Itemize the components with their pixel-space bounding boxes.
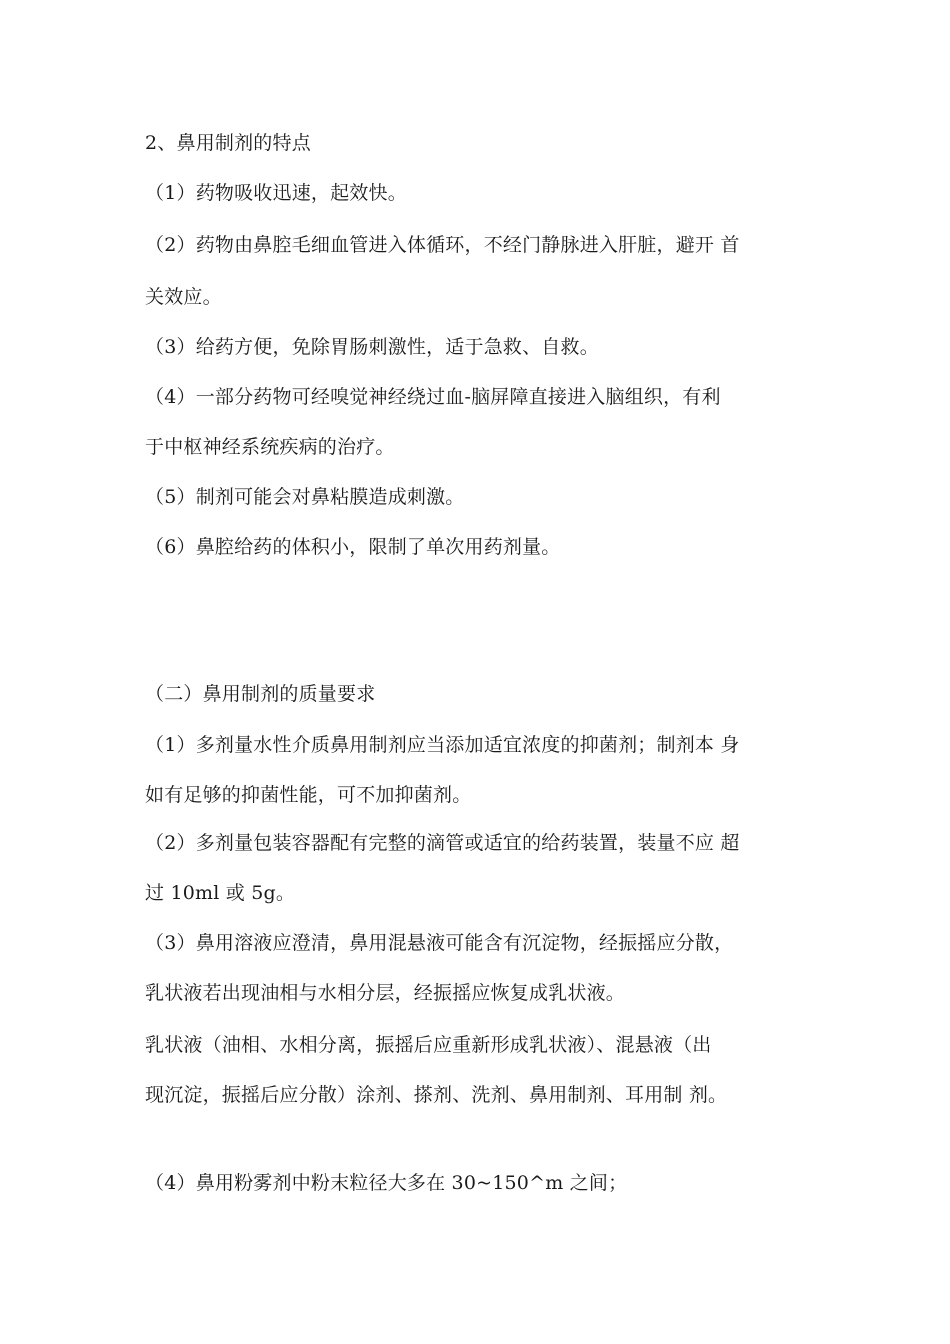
feature-line-2-continued: 关效应。 — [145, 286, 222, 308]
feature-line-6: （6）鼻腔给药的体积小，限制了单次用药剂量。 — [145, 536, 561, 558]
feature-line-4: （4）一部分药物可经嗅觉神经绕过血-脑屏障直接进入脑组织，有利 — [145, 386, 721, 408]
quality-line-3: （3）鼻用溶液应澄清，鼻用混悬液可能含有沉淀物，经振摇应分散， — [145, 932, 734, 954]
feature-line-5: （5）制剂可能会对鼻粘膜造成刺激。 — [145, 486, 465, 508]
note-line-2: 现沉淀，振摇后应分散）涂剂、搽剂、洗剂、鼻用制剂、耳用制 剂。 — [145, 1084, 728, 1106]
feature-line-2: （2）药物由鼻腔毛细血管进入体循环，不经门静脉进入肝脏，避开 首 — [145, 234, 740, 256]
quality-line-1: （1）多剂量水性介质鼻用制剂应当添加适宜浓度的抑菌剂；制剂本 身 — [145, 734, 740, 756]
feature-line-1: （1）药物吸收迅速，起效快。 — [145, 182, 407, 204]
quality-line-2: （2）多剂量包装容器配有完整的滴管或适宜的给药装置，装量不应 超 — [145, 832, 740, 854]
quality-heading: （二）鼻用制剂的质量要求 — [145, 683, 376, 705]
feature-line-3: （3）给药方便，免除胃肠刺激性，适于急救、自救。 — [145, 336, 599, 358]
quality-line-2-continued: 过 10ml 或 5g。 — [145, 882, 296, 904]
feature-line-4-continued: 于中枢神经系统疾病的治疗。 — [145, 436, 395, 458]
powder-line: （4）鼻用粉雾剂中粉末粒径大多在 30~150^m 之间； — [145, 1172, 628, 1194]
note-line-1: 乳状液（油相、水相分离，振摇后应重新形成乳状液）、混悬液（出 — [145, 1034, 712, 1056]
quality-line-3-continued: 乳状液若出现油相与水相分层，经振摇应恢复成乳状液。 — [145, 982, 626, 1004]
section-heading: 2、鼻用制剂的特点 — [145, 132, 311, 154]
quality-line-1-continued: 如有足够的抑菌性能，可不加抑菌剂。 — [145, 784, 472, 806]
